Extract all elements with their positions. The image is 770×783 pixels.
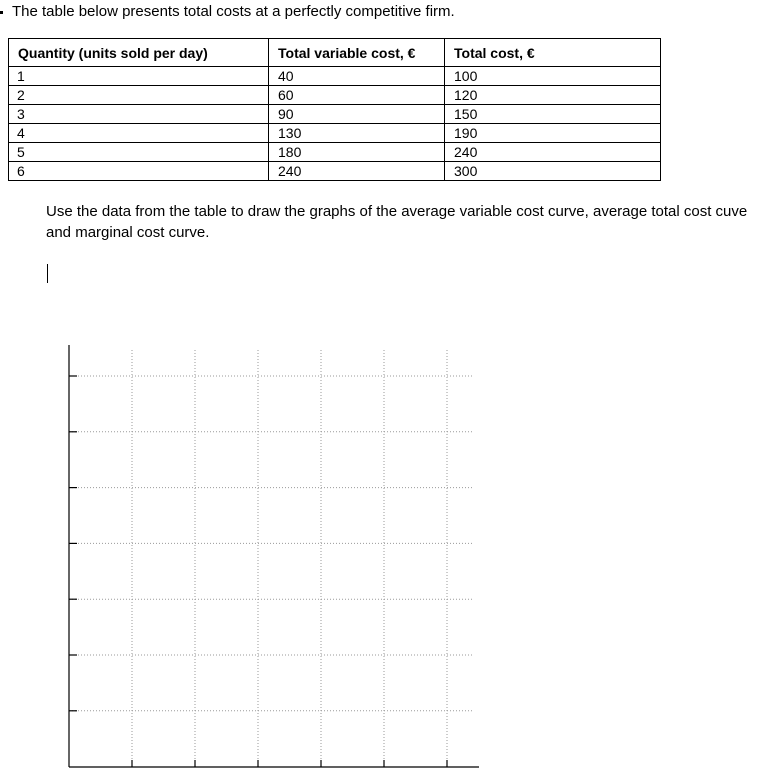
- cell-total-cost: 120: [445, 86, 661, 105]
- cell-total-variable-cost: 90: [269, 105, 445, 124]
- cell-quantity: 3: [9, 105, 269, 124]
- cell-total-variable-cost: 60: [269, 86, 445, 105]
- cell-total-variable-cost: 40: [269, 67, 445, 86]
- cell-quantity: 1: [9, 67, 269, 86]
- header-quantity: Quantity (units sold per day): [9, 39, 269, 67]
- header-total-cost: Total cost, €: [445, 39, 661, 67]
- cell-total-cost: 240: [445, 143, 661, 162]
- cell-total-cost: 150: [445, 105, 661, 124]
- cell-total-variable-cost: 180: [269, 143, 445, 162]
- axes: [69, 345, 479, 767]
- vertical-gridlines: [132, 350, 447, 767]
- cell-quantity: 4: [9, 124, 269, 143]
- cell-quantity: 5: [9, 143, 269, 162]
- cell-total-cost: 100: [445, 67, 661, 86]
- header-total-variable-cost: Total variable cost, €: [269, 39, 445, 67]
- cell-total-cost: 190: [445, 124, 661, 143]
- cell-quantity: 2: [9, 86, 269, 105]
- cell-total-variable-cost: 130: [269, 124, 445, 143]
- instruction-text: Use the data from the table to draw the graphs of the average variable cost curve, average total cost cuve and marginal cost curve.: [46, 203, 748, 241]
- intro-text: The table below presents total costs at a perfectly competitive firm.: [12, 3, 455, 20]
- cell-total-variable-cost: 240: [269, 162, 445, 181]
- cell-quantity: 6: [9, 162, 269, 181]
- cell-total-cost: 300: [445, 162, 661, 181]
- horizontal-gridlines: [69, 376, 472, 711]
